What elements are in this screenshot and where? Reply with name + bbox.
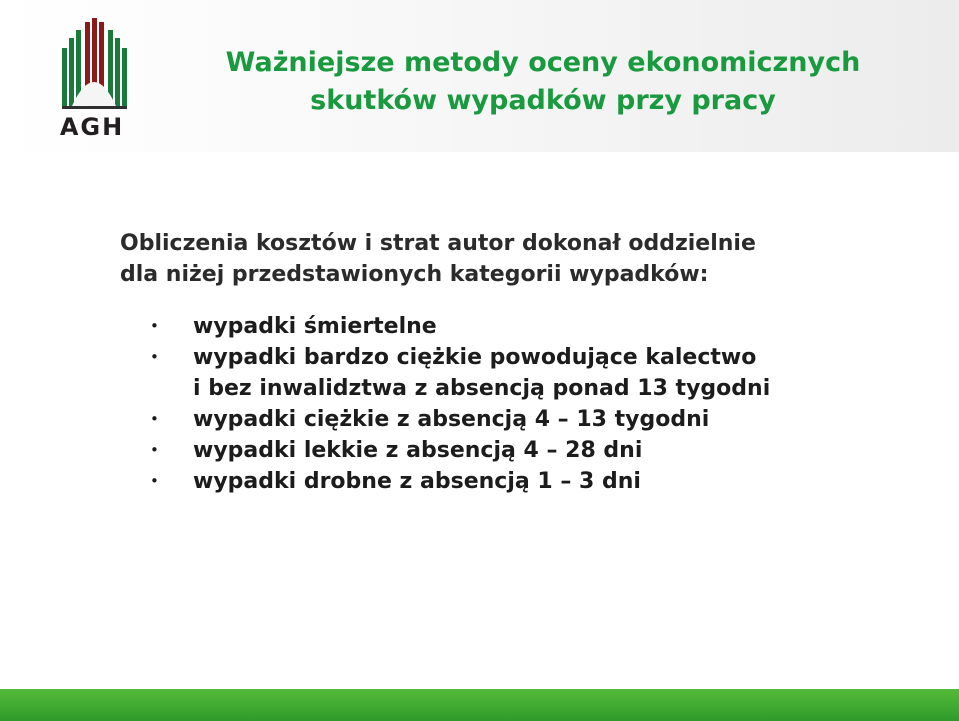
agh-logo-icon [52, 18, 132, 114]
intro-line-1: Obliczenia kosztów i strat autor dokonał oddzielnie [120, 231, 756, 256]
bullet-dot-icon: • [150, 441, 159, 459]
list-item-text: wypadki bardzo ciężkie powodujące kalectwo [193, 345, 757, 370]
category-list [150, 311, 770, 497]
logo-bar [122, 48, 127, 106]
intro-line-2: dla niżej przedstawionych kategorii wypadków: [120, 262, 709, 287]
list-item-text: wypadki ciężkie z absencją 4 – 13 tygodni [193, 407, 710, 432]
list-item [150, 342, 770, 404]
bullet-dot-icon: • [150, 410, 159, 428]
list-item-text: wypadki lekkie z absencją 4 – 28 dni [193, 438, 643, 463]
page-title [148, 44, 938, 120]
title-line-2: skutków wypadków przy pracy [310, 85, 776, 116]
logo-bar [62, 48, 67, 106]
list-item-text-continuation: i bez inwalidztwa z absencją ponad 13 tygodni [193, 376, 771, 401]
bullet-dot-icon: • [150, 317, 159, 335]
agh-logo [52, 18, 132, 140]
logo-text: AGH [59, 113, 125, 141]
list-item [150, 435, 770, 466]
footer-bar [0, 689, 959, 721]
list-item [150, 311, 770, 342]
list-item-text: wypadki drobne z absencją 1 – 3 dni [193, 469, 641, 494]
list-item [150, 404, 770, 435]
title-line-1: Ważniejsze metody oceny ekonomicznych [225, 47, 861, 78]
slide-header [0, 0, 959, 152]
logo-bar [69, 38, 74, 106]
bullet-dot-icon: • [150, 348, 159, 366]
logo-base [62, 106, 127, 109]
intro-paragraph [120, 228, 756, 290]
logo-bar [115, 38, 120, 106]
list-item [150, 466, 770, 497]
list-item-text: wypadki śmiertelne [193, 314, 437, 339]
bullet-dot-icon: • [150, 472, 159, 490]
